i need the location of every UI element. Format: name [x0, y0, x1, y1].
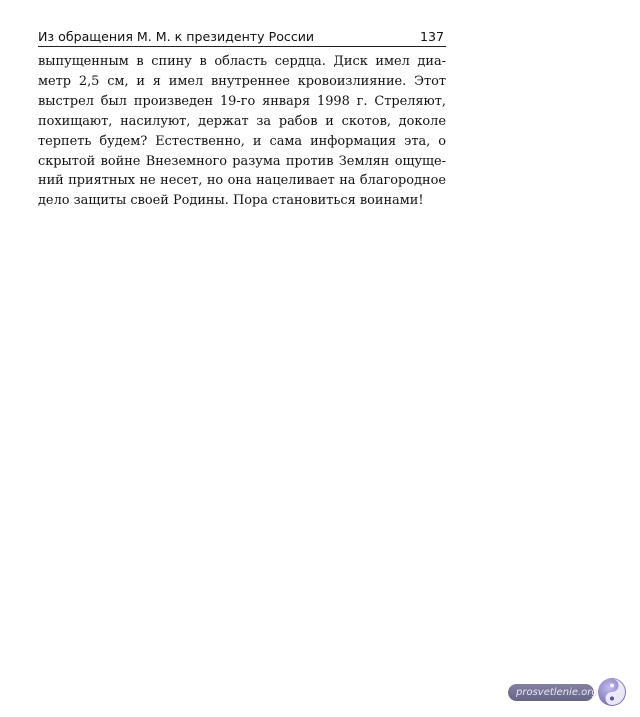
running-title: Из обращения М. М. к президенту России: [38, 29, 315, 44]
watermark-text: prosvetlenie.org: [516, 687, 598, 698]
text-line: ний приятных не несет, но она нацеливает на благородное: [38, 173, 446, 189]
text-line: выстрел был произведен 19-го января 1998 г. Стреляют,: [38, 93, 446, 109]
body-text: [38, 52, 446, 211]
text-line: скрытой войне Внеземного разума против Землян ощуще-: [38, 153, 446, 169]
watermark: [508, 676, 630, 708]
text-line: дело защиты своей Родины. Пора становиться воинами!: [38, 193, 424, 209]
yin-yang-swirl-icon: [596, 676, 628, 708]
text-line: выпущенным в спину в область сердца. Диск имел диа-: [38, 54, 446, 69]
page-number: 137: [419, 29, 444, 44]
text-line: терпеть будем? Естественно, и сама информация эта, о: [38, 133, 446, 149]
text-line: похищают, насилуют, держат за рабов и скотов, доколе: [38, 113, 446, 129]
page-header: [38, 28, 446, 47]
text-line: метр 2,5 см, и я имел внутреннее кровоизлияние. Этот: [38, 73, 446, 89]
